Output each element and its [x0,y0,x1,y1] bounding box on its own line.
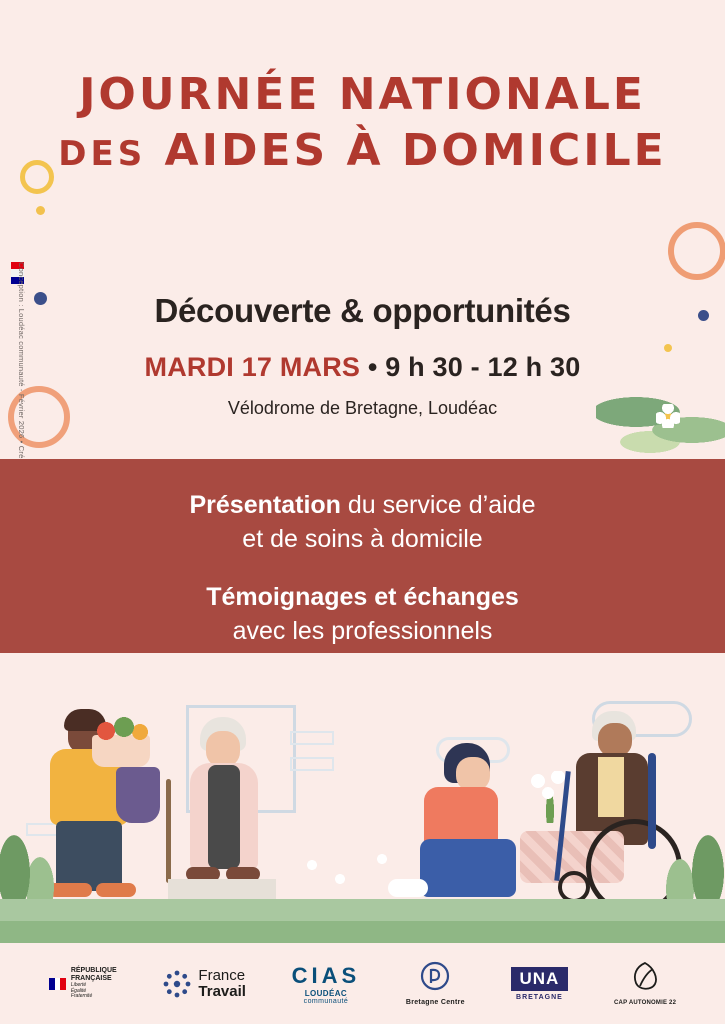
step-platform [168,879,276,901]
figure-wheelchair-body [576,753,648,845]
logo-bretagne-centre-text: Bretagne Centre [405,999,465,1006]
illustration [0,653,725,943]
french-flag-icon [49,978,66,990]
program-line-2: et de soins à domicile [242,525,483,553]
program-band [0,459,725,653]
logo-una-bretagne [511,967,569,1001]
logo-bretagne-centre [406,961,465,1006]
poster-separator: • [367,352,378,382]
figure-delivery-legs [56,821,122,891]
logo-rf-line1: RÉPUBLIQUE [70,966,117,974]
logo-rf-text [71,967,117,1000]
deco-dot-yellow-left [36,206,45,215]
deco-wall-line-2 [290,757,334,771]
logo-ft-line2: Travail [198,982,246,1000]
logo-rf-motto-3: Fraternité [70,993,93,1000]
logo-cias-acronym: CIAS [291,962,361,988]
deco-wall-line-1 [290,731,334,745]
program-line-4: avec les professionnels [232,617,493,645]
flower-bouquet [524,771,576,823]
deco-dot-yellow-right [664,344,672,352]
bretagne-centre-mark-icon [420,961,450,991]
grocery-basket [92,735,150,767]
logo-republique-francaise [49,967,117,1000]
logo-france-travail [162,968,246,1000]
logo-ft-text [198,968,246,1000]
logo-cias [292,963,361,1005]
program-line-3: Témoignages et échanges [206,583,519,611]
walking-cane [166,779,171,883]
deco-window-frame [186,705,296,813]
grocery-bag [116,767,160,823]
figure-delivery-body [50,749,128,825]
wheelchair-backrest [648,753,656,849]
figure-wheelchair-head [598,723,632,757]
logo-una-sub: BRETAGNE [516,993,563,1001]
logo-cap-autonomie [614,961,676,1006]
figure-caregiver-shoe [388,879,428,897]
figure-elder-hair [200,717,246,751]
logo-ft-line1: France [198,966,246,984]
illustration-floor-shadow [0,921,725,943]
logo-rf-motto-2: Égalité [70,987,87,994]
title-line-1: JOURNÉE NATIONALE [79,69,646,120]
figure-elder-scarf [208,765,240,869]
poster-subtitle: Découverte & opportunités [154,292,571,329]
deco-flowers-bottom [300,845,410,901]
program-line-1 [0,489,725,521]
logo-rf-motto-1: Liberté [70,981,87,988]
title-block [0,69,725,176]
deco-cloud-right [592,701,692,737]
partner-logos [0,943,725,1024]
deco-ring-orange-right [668,222,725,280]
figure-elder-head [206,731,240,767]
france-travail-dots-icon [162,969,192,999]
cap-autonomie-leaf-icon [630,961,660,993]
title-line-2-big: AIDES À DOMICILE [164,124,667,176]
figure-wheelchair-hair [592,711,636,741]
figure-delivery-shoe-2 [96,883,136,897]
figure-delivery-shoe [48,883,92,897]
grocery-vegetables [94,715,150,741]
figure-elder-shoe [186,867,220,881]
figure-caregiver-top [424,787,498,847]
program-line-1-rest: du service d’aide [340,491,536,519]
deco-foliage-right [664,803,725,913]
program-line-1-bold: Présentation [189,491,341,519]
figure-elder-coat [190,763,258,869]
deco-foliage-left [0,803,60,913]
figure-delivery-head [68,715,102,753]
figure-elder-shoe-2 [226,867,260,881]
title-line-2-small: DES [58,133,147,174]
figure-caregiver-legs [420,839,516,897]
logo-una-acronym: UNA [511,967,569,991]
figure-caregiver-hair [444,743,490,783]
wheelchair-blanket [520,831,624,883]
logo-rf-line2: FRANÇAISE [70,974,112,982]
logo-cias-sub2: communauté [303,997,349,1005]
poster-datetime [0,352,725,383]
deco-wall-line-4 [74,823,114,836]
poster-time: 9 h 30 - 12 h 30 [385,352,581,382]
logo-cias-sub1: LOUDÉAC [304,988,348,998]
poster-venue: Vélodrome de Bretagne, Loudéac [227,398,498,418]
figure-caregiver-head [456,757,490,791]
title-line-2 [0,124,725,176]
deco-wall-line-3 [26,823,66,836]
figure-wheelchair-shirt [598,757,624,817]
logo-cap-autonomie-text: CAP AUTONOMIE 22 [614,1000,677,1006]
figure-delivery-hair [64,709,106,731]
deco-cloud-right-2 [436,737,510,763]
poster-date: MARDI 17 MARS [144,352,361,382]
wheelchair-frame [554,771,570,881]
